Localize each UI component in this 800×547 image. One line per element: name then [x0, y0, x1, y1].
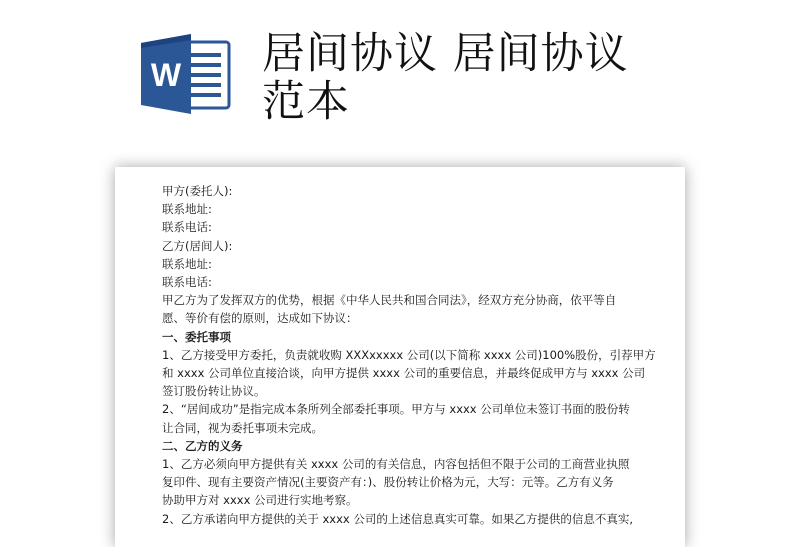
- page-title: [262, 30, 682, 126]
- document-line: 联系地址:: [162, 256, 212, 271]
- document-line: 和 xxxx 公司单位直接洽谈，向甲方提供 xxxx 公司的重要信息，并最终促成甲方与 xxxx 公司: [162, 366, 646, 381]
- document-line: 让合同，视为委托事项未完成。: [162, 420, 323, 435]
- document-line: 1、乙方必须向甲方提供有关 xxxx 公司的有关信息，内容包括但不限于公司的工商营业执照: [162, 457, 630, 472]
- document-line: 联系地址:: [162, 202, 212, 217]
- microsoft-word-icon: [141, 34, 233, 114]
- header: [0, 0, 800, 160]
- document-line: 协助甲方对 xxxx 公司进行实地考察。: [162, 493, 358, 508]
- document-line: 乙方(居间人):: [162, 238, 233, 253]
- document-line: 复印件、现有主要资产情况(主要资产有：)、股份转让价格为元，大写：元等。乙方有义务: [162, 475, 614, 490]
- document-page: [115, 167, 685, 547]
- document-line: 1、乙方接受甲方委托，负责就收购 XXXxxxxx 公司(以下简称 xxxx 公司)100%股份，引荐甲方: [162, 347, 656, 362]
- document-line: 联系电话:: [162, 275, 212, 290]
- document-line: 甲乙方为了发挥双方的优势，根据《中华人民共和国合同法》，经双方充分协商，依平等自: [162, 293, 617, 308]
- section-heading: 二、乙方的义务: [162, 438, 243, 453]
- document-line: 2、乙方承诺向甲方提供的关于 xxxx 公司的上述信息真实可靠。如果乙方提供的信息不真实,: [162, 511, 634, 526]
- document-line: 2、“居间成功”是指完成本条所列全部委托事项。甲方与 xxxx 公司单位未签订书面的股份转: [162, 402, 630, 417]
- document-line: 甲方(委托人):: [162, 184, 233, 198]
- word-letter: W: [150, 57, 182, 93]
- section-heading: 一、委托事项: [162, 329, 231, 344]
- document-line: 愿、等价有偿的原则，达成如下协议：: [162, 311, 358, 326]
- title-line-2: 范本: [262, 77, 350, 127]
- document-line: 联系电话:: [162, 220, 212, 235]
- document-line: 签订股份转让协议。: [162, 384, 266, 399]
- title-line-1: 居间协议 居间协议: [262, 29, 629, 79]
- document-body: [162, 182, 656, 528]
